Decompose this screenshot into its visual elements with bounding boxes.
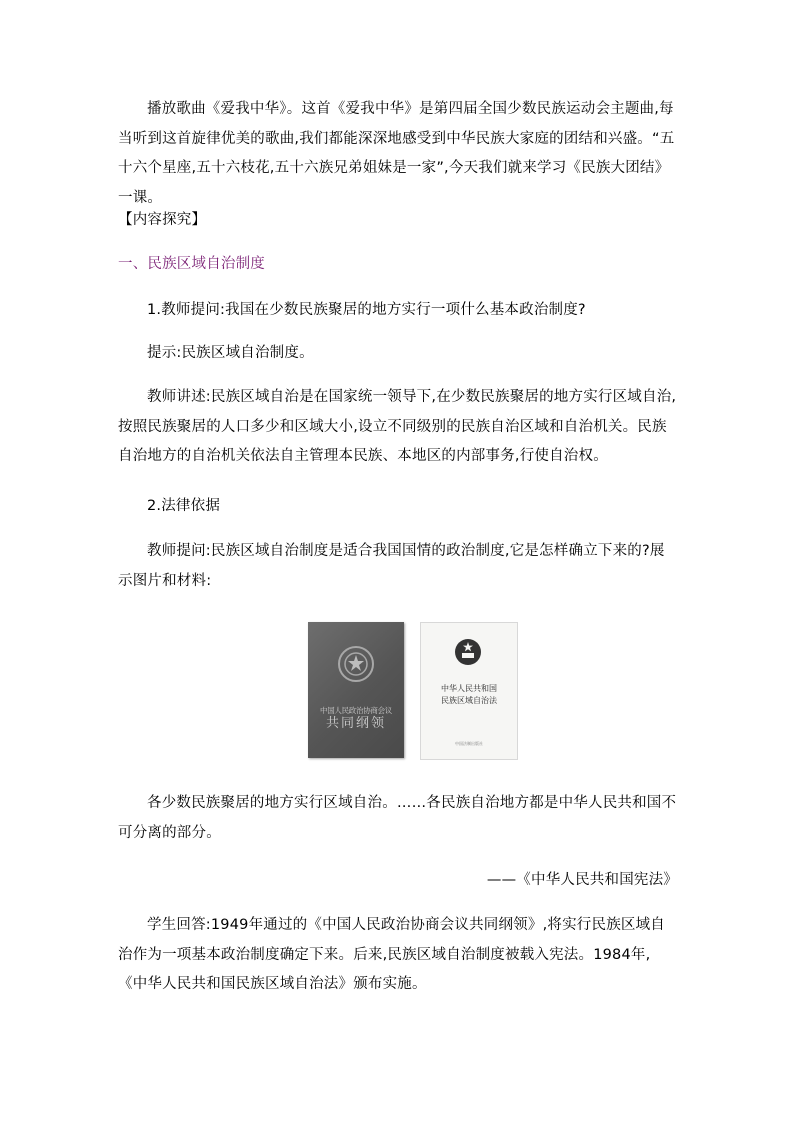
teacher-explanation-paragraph: 教师讲述:民族区域自治是在国家统一领导下,在少数民族聚居的地方实行区域自治,按照民族聚居的人口多少和区域大小,设立不同级别的民族自治区域和自治机关。民族自治地方的自治机关依法自主管理本民族、本地区的内部事务,行使自治权。	[118, 389, 677, 464]
constitution-quote: 各少数民族聚居的地方实行区域自治。……各民族自治地方都是中华人民共和国不可分离的部分。	[118, 795, 677, 841]
autonomy-law-book-image	[420, 622, 518, 760]
common-program-book-image	[308, 622, 404, 758]
content-exploration-label: 【内容探究】	[118, 212, 207, 228]
hint-text: 提示:民族区域自治制度。	[147, 345, 314, 361]
national-emblem-icon	[453, 637, 483, 667]
cppcc-emblem-icon	[336, 644, 376, 684]
right-book-title-line1: 中华人民共和国	[441, 684, 497, 693]
left-book-title-line2: 共同纲领	[325, 716, 386, 731]
figure-books	[308, 622, 520, 758]
teacher-question-2: 教师提问:民族区域自治制度是适合我国国情的政治制度,它是怎样确立下来的?展示图片和材料:	[118, 543, 665, 589]
section-heading: 一、民族区域自治制度	[118, 256, 265, 272]
student-answer-paragraph: 学生回答:1949年通过的《中国人民政治协商会议共同纲领》,将实行民族区域自治作为一项基本政治制度确定下来。后来,民族区域自治制度被载入宪法。1984年,《中华人民共和国民族区域自治法》颁布实施。	[118, 917, 665, 992]
right-book-title-line2: 民族区域自治法	[441, 696, 497, 705]
left-book-title-line1: 中国人民政治协商会议	[320, 706, 392, 715]
legal-basis-heading: 2.法律依据	[147, 498, 221, 514]
intro-paragraph: 播放歌曲《爱我中华》。这首《爱我中华》是第四届全国少数民族运动会主题曲,每当听到这首旋律优美的歌曲,我们都能深深地感受到中华民族大家庭的团结和兴盛。“五十六个星座,五十六枝花,五十六族兄弟姐妹是一家”,今天我们就来学习《民族大团结》一课。	[118, 101, 675, 206]
quote-source: ——《中华人民共和国宪法》	[486, 872, 678, 888]
teacher-question-1: 1.教师提问:我国在少数民族聚居的地方实行一项什么基本政治制度?	[147, 302, 586, 318]
right-book-publisher: 中国法制出版社	[455, 741, 483, 746]
